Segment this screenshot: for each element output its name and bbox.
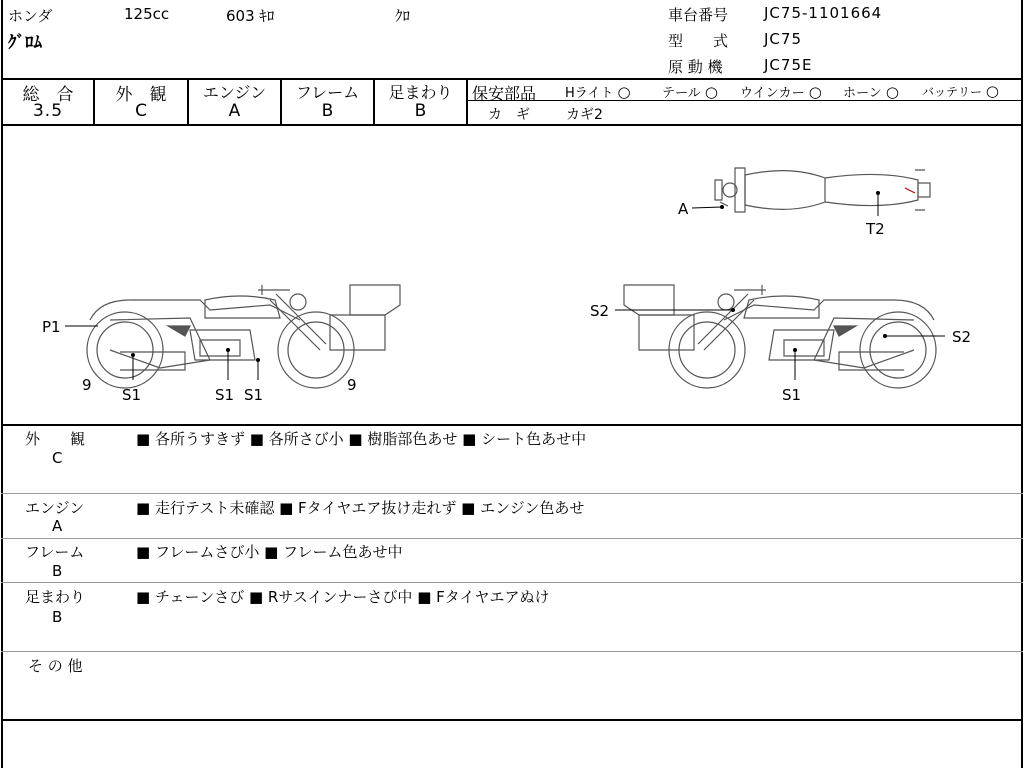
type-label: 型 式 xyxy=(668,32,729,50)
safety-item-label: Hライト xyxy=(565,86,614,101)
safety-item-label: ウインカー xyxy=(740,86,805,101)
damage-label: S1 xyxy=(215,386,235,404)
section-sep-3 xyxy=(1,582,1023,583)
engine-label: 原 動 機 xyxy=(668,58,723,76)
grade-label-frame: フレーム xyxy=(295,83,360,102)
grade-label-suspension: 足まわり xyxy=(388,83,453,102)
section-sep-4 xyxy=(1,651,1023,652)
grade-value-frame: B xyxy=(321,101,334,121)
grade-label-engine: エンジン xyxy=(202,83,267,102)
section-notes-frame: ■ フレームさび小 ■ フレーム色あせ中 xyxy=(136,543,403,561)
maker: ホンダ xyxy=(8,7,53,25)
section-title-suspension: 足まわり xyxy=(25,588,86,606)
section-sep-5 xyxy=(1,719,1023,721)
damage-label: 9 xyxy=(82,376,92,394)
safety-item-label: テール xyxy=(662,86,701,101)
section-title-exterior: 外 観 xyxy=(25,430,86,448)
damage-label: S2 xyxy=(952,328,972,346)
safety-item-label: バッテリー xyxy=(922,85,983,99)
section-grade-exterior: C xyxy=(52,449,63,467)
section-grade-frame: B xyxy=(52,562,63,580)
damage-label: S1 xyxy=(244,386,264,404)
grade-label-exterior: 外 観 xyxy=(115,85,167,105)
section-sep-2 xyxy=(1,538,1023,539)
section-notes-exterior: ■ 各所うすきず ■ 各所さび小 ■ 樹脂部色あせ ■ シート色あせ中 xyxy=(136,430,587,448)
left-side-bike-icon xyxy=(87,285,400,388)
key-label: カ ギ xyxy=(488,107,530,123)
safety-item-label: ホーン xyxy=(843,86,882,101)
model-name: ｸﾞﾛﾑ xyxy=(8,33,42,53)
damage-label: S1 xyxy=(122,386,142,404)
section-sep-1 xyxy=(1,493,1023,494)
safety-label: 保安部品 xyxy=(472,84,537,103)
safety-status: ○ xyxy=(985,82,999,100)
damage-label: A xyxy=(678,200,689,218)
grade-value-exterior: C xyxy=(135,101,147,121)
displacement: 125cc xyxy=(124,5,170,23)
section-grade-engine: A xyxy=(52,517,63,535)
section-title-engine: エンジン xyxy=(25,499,85,517)
type-value: JC75 xyxy=(764,30,802,48)
damage-label: T2 xyxy=(866,220,885,238)
grade-label-total: 総 合 xyxy=(22,85,74,105)
mileage: 603 ｷﾛ xyxy=(226,7,275,25)
safety-status: ○ xyxy=(704,83,718,101)
section-notes-suspension: ■ チェーンさび ■ Rサスインナーさび中 ■ Fタイヤエアぬけ xyxy=(136,588,550,606)
section-grade-suspension: B xyxy=(52,608,63,626)
damage-label: 9 xyxy=(347,376,357,394)
damage-label: S1 xyxy=(782,386,802,404)
safety-status: ○ xyxy=(885,83,899,101)
damage-label: S2 xyxy=(590,302,610,320)
grade-value-suspension: B xyxy=(414,101,427,121)
section-title-other: そ の 他 xyxy=(28,657,83,675)
top-view-bike-icon xyxy=(715,168,930,212)
section-title-frame: フレーム xyxy=(25,543,85,561)
section-notes-engine: ■ 走行テスト未確認 ■ Fタイヤエア抜け走れず ■ エンジン色あせ xyxy=(136,499,585,517)
frame-no-label: 車台番号 xyxy=(668,6,729,24)
safety-status: ○ xyxy=(808,83,822,101)
damage-label: P1 xyxy=(42,318,61,336)
grade-value-engine: A xyxy=(228,101,241,121)
safety-status: ○ xyxy=(617,83,631,101)
color: ｸﾛ xyxy=(395,7,411,25)
engine-value: JC75E xyxy=(764,56,813,74)
frame-no: JC75-1101664 xyxy=(764,4,883,22)
grade-value-total: 3.5 xyxy=(32,101,64,121)
key-value: カギ2 xyxy=(566,107,603,123)
